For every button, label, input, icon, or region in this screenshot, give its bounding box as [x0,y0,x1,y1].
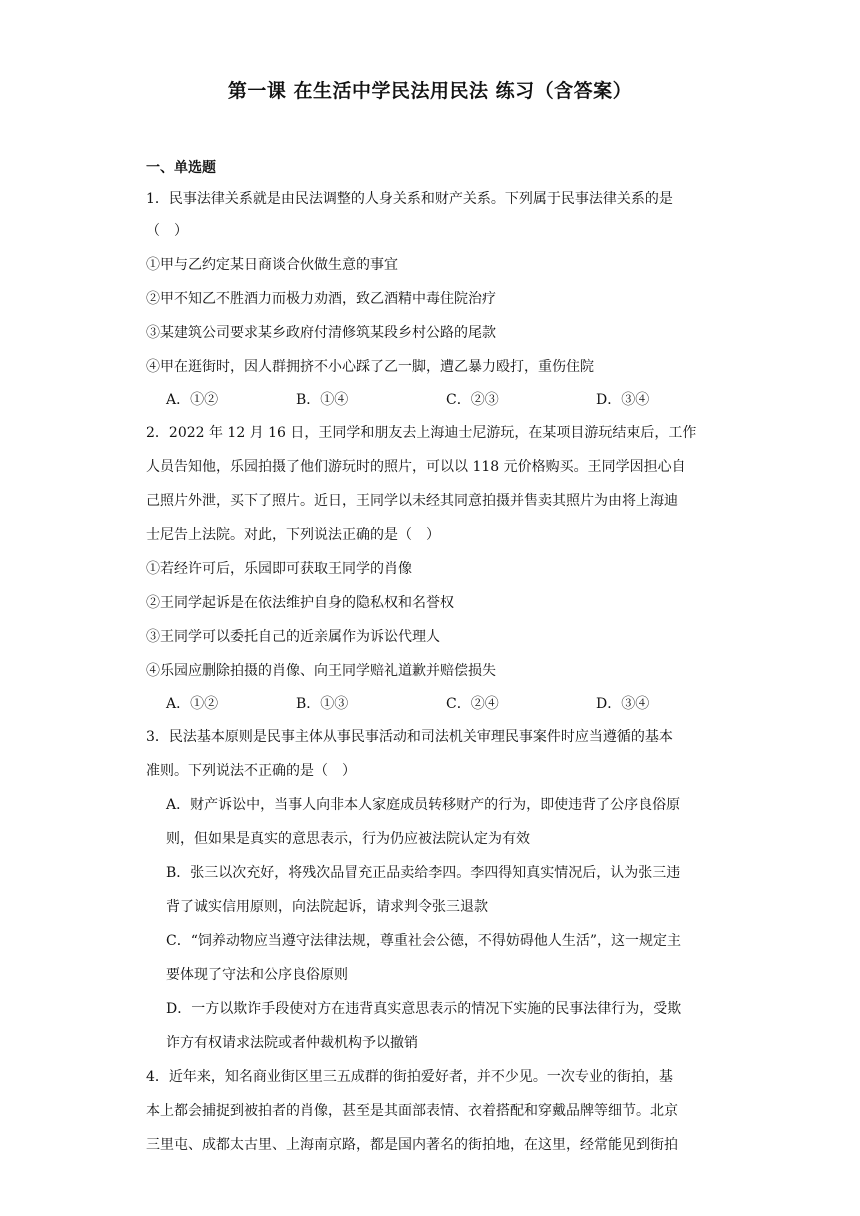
q4-stem-line: 三里屯、成都太古里、上海南京路，都是国内著名的街拍地，在这里，经常能见到街拍 [146,1137,678,1153]
q4-stem-line: 4．近年来，知名商业街区里三五成群的街拍爱好者，并不少见。一次专业的街拍，基 [146,1069,673,1085]
q3-option-d-line: 诈方有权请求法院或者仲裁机构予以撤销 [166,1035,418,1051]
q1-option-b: B．①④ [296,392,349,408]
q3-option-a-line: 则，但如果是真实的意思表示，行为仍应被法院认定为有效 [166,831,530,847]
q2-option-b: B．①③ [296,696,349,712]
q2-item: ①若经许可后，乐园即可获取王同学的肖像 [146,561,412,577]
page-title: 第一课 在生活中学民法用民法 练习（含答案） [227,80,633,102]
q1-option-a: A．①② [166,392,219,408]
q1-option-c: C．②③ [446,392,499,408]
q3-stem-line: 3．民法基本原则是民事主体从事民事活动和司法机关审理民事案件时应当遵循的基本 [146,729,673,745]
q2-option-a: A．①② [166,696,219,712]
q3-option-a-line: A．财产诉讼中，当事人向非本人家庭成员转移财产的行为，即使违背了公序良俗原 [166,797,681,813]
q2-item: ④乐园应删除拍摄的肖像、向王同学赔礼道歉并赔偿损失 [146,663,496,679]
q1-stem-line: 1．民事法律关系就是由民法调整的人身关系和财产关系。下列属于民事法律关系的是 [146,191,673,207]
q2-stem-line: 己照片外泄，买下了照片。近日，王同学以未经其同意拍摄并售卖其照片为由将上海迪 [146,493,678,509]
q3-option-d-line: D．一方以欺诈手段使对方在违背真实意思表示的情况下实施的民事法律行为，受欺 [166,1001,682,1017]
q2-item: ③王同学可以委托自己的近亲属作为诉讼代理人 [146,629,440,645]
q1-option-d: D．③④ [596,392,650,408]
q2-stem-line: 2．2022 年 12 月 16 日，王同学和朋友去上海迪士尼游玩，在某项目游玩结束后，工作 [146,425,697,441]
q2-stem-line: 人员告知他，乐园拍摄了他们游玩时的照片，可以以 118 元价格购买。王同学因担心自 [146,459,686,475]
q2-stem-line: 士尼告上法院。对此，下列说法正确的是（ ） [146,527,440,543]
q1-item: ④甲在逛街时，因人群拥挤不小心踩了乙一脚，遭乙暴力殴打，重伤住院 [146,359,594,375]
q2-option-c: C．②④ [446,696,499,712]
q3-option-c-line: 要体现了守法和公序良俗原则 [166,967,348,983]
q1-stem-line: （ ） [146,223,188,239]
q1-item: ②甲不知乙不胜酒力而极力劝酒，致乙酒精中毒住院治疗 [146,291,496,307]
q1-item: ①甲与乙约定某日商谈合伙做生意的事宜 [146,257,398,273]
q3-option-b-line: 背了诚实信用原则，向法院起诉，请求判令张三退款 [166,899,488,915]
q1-item: ③某建筑公司要求某乡政府付清修筑某段乡村公路的尾款 [146,325,496,341]
q3-option-c-line: C．“饲养动物应当遵守法律法规，尊重社会公德，不得妨碍他人生活”，这一规定主 [166,933,682,949]
q2-item: ②王同学起诉是在依法维护自身的隐私权和名誉权 [146,595,454,611]
q3-stem-line: 准则。下列说法不正确的是（ ） [146,763,356,779]
section-heading: 一、单选题 [146,160,216,176]
q4-stem-line: 本上都会捕捉到被拍者的肖像，甚至是其面部表情、衣着搭配和穿戴品牌等细节。北京 [146,1103,678,1119]
q2-option-d: D．③④ [596,696,650,712]
q3-option-b-line: B．张三以次充好，将残次品冒充正品卖给李四。李四得知真实情况后，认为张三违 [166,865,681,881]
